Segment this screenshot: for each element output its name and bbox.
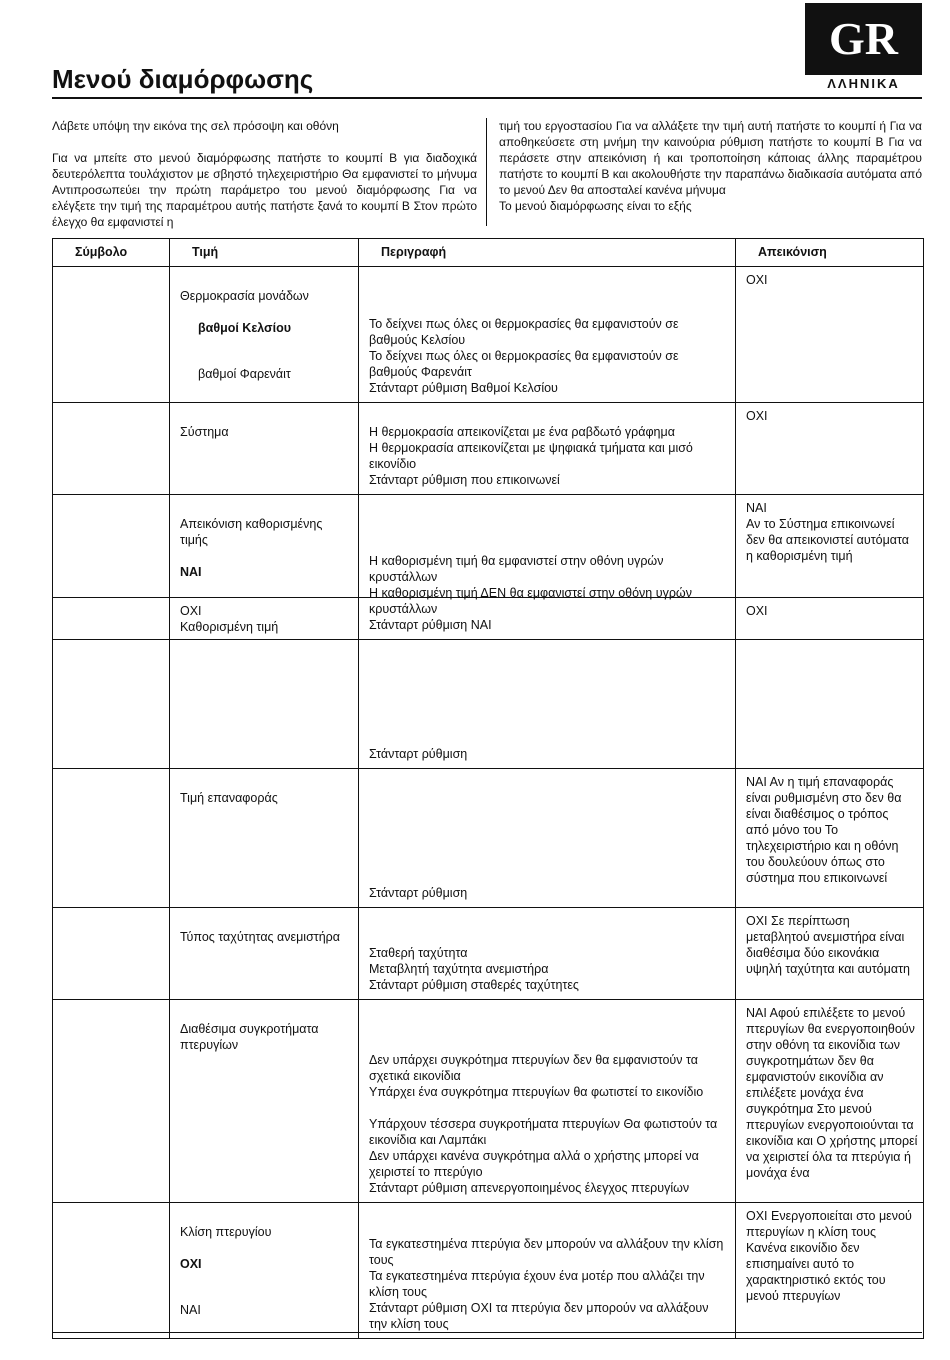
value-label: Διαθέσιμα συγκροτήματα πτερυγίων xyxy=(180,1022,319,1052)
header-description: Περιγραφή xyxy=(359,239,736,267)
description-cell: Σταθερή ταχύτητα Μεταβλητή ταχύτητα ανεμιστήρα Στάνταρτ ρύθμιση σταθερές ταχύτητες xyxy=(359,908,736,1000)
intro-right-column: τιμή του εργοστασίου Για να αλλάξετε την τιμή αυτή πατήστε το κουμπί ή Για να αποθηκεύσετε στη μνήμη την καινούρια ρύθμιση πατήστε το κουμπί Β Για να περάσετε στην απεικόνιση ή και τροποποίηση κάποιας άλλης παραμέτρου πατήστε το κουμπί Β και ακολουθήστε την παραπάνω διαδικασία αυτόματα από το μενού Δεν θα αποσταλεί κανένα μήνυμα Το μενού διαμόρφωσης είναι το εξής xyxy=(499,119,922,213)
table-header-row xyxy=(53,239,924,267)
header-value: Τιμή xyxy=(170,239,359,267)
symbol-cell xyxy=(53,908,170,1000)
value-label: Τιμή επαναφοράς xyxy=(180,791,278,805)
table-row xyxy=(53,403,924,495)
value-cell xyxy=(170,267,359,403)
value-cell xyxy=(170,769,359,908)
value-option: ΟΧΙ xyxy=(180,604,202,618)
table-row xyxy=(53,1000,924,1203)
value-label: Καθορισμένη τιμή xyxy=(180,620,279,634)
display-cell: ΝΑΙ Αν η τιμή επαναφοράς είναι ρυθμισμένη στο δεν θα είναι διαθέσιμος ο τρόπος από μόνο του Το τηλεχειριστήριο και η οθόνη του δουλεύουν όπως στο σύστημα που επικοινωνεί xyxy=(736,769,924,908)
language-label: ΛΛΗΝΙΚΑ xyxy=(827,76,900,91)
value-label: Κλίση πτερυγίου xyxy=(180,1225,272,1239)
value-cell xyxy=(170,908,359,1000)
column-divider xyxy=(486,118,487,226)
symbol-cell xyxy=(53,598,170,769)
language-badge: GR xyxy=(805,3,922,75)
config-table-1 xyxy=(52,238,924,640)
title-rule xyxy=(52,97,922,99)
table-row xyxy=(53,598,924,769)
table-row xyxy=(53,267,924,403)
display-cell: ΟΧΙ Σε περίπτωση μεταβλητού ανεμιστήρα είναι διαθέσιμα δύο εικονάκια υψηλή ταχύτητα και αυτόματη xyxy=(736,908,924,1000)
symbol-cell xyxy=(53,1203,170,1339)
description-cell: Η καθορισμένη τιμή θα εμφανιστεί στην οθόνη υγρών κρυστάλλων Η καθορισμένη τιμή ΔΕΝ θα εμφανιστεί στην οθόνη υγρών κρυστάλλων Στάνταρτ ρύθμιση ΝΑΙ xyxy=(359,495,736,640)
footer-rule xyxy=(52,1332,922,1333)
value-cell xyxy=(170,1203,359,1339)
description-cell: Στάνταρτ ρύθμιση xyxy=(359,598,736,769)
value-label: Απεικόνιση καθορισμένης τιμής xyxy=(180,517,323,547)
display-cell: ΟΧΙ xyxy=(736,403,924,495)
page-title: Μενού διαμόρφωσης xyxy=(52,64,314,94)
symbol-cell xyxy=(53,267,170,403)
value-cell xyxy=(170,403,359,495)
value-option: ΝΑΙ xyxy=(180,1303,201,1317)
table-row xyxy=(53,908,924,1000)
value-option: ΟΧΙ xyxy=(180,1257,202,1271)
value-cell xyxy=(170,598,359,769)
value-label: Σύστημα xyxy=(180,425,229,439)
description-cell: Στάνταρτ ρύθμιση xyxy=(359,769,736,908)
symbol-cell xyxy=(53,403,170,495)
intro-left-column: Λάβετε υπόψη την εικόνα της σελ πρόσοψη και οθόνη Για να μπείτε στο μενού διαμόρφωσης πατήστε το κουμπί Β για διαδοχικά δευτερόλεπτα τουλάχιστον με σβηστό τηλεχειριστήριο Θα εμφανιστεί το μήνυμα Αντιπροσωπεύει την πρώτη παράμετρο του μενού διαμόρφωσης Για να ελέγξετε την τιμή της παραμέτρου αυτής πατήστε ξανά το κουμπί Β Στον πρώτο έλεγχο θα εμφανιστεί η xyxy=(52,119,477,229)
symbol-cell xyxy=(53,1000,170,1203)
header-display: Απεικόνιση xyxy=(736,239,924,267)
table-row xyxy=(53,1203,924,1339)
description-cell: Τα εγκατεστημένα πτερύγια δεν μπορούν να αλλάξουν την κλίση τους Τα εγκατεστημένα πτερύγια έχουν ένα μοτέρ που αλλάζει την κλίση τους Στάνταρτ ρύθμιση ΟΧΙ τα πτερύγια δεν μπορούν να αλλάξουν την κλίση τους xyxy=(359,1203,736,1339)
description-cell: Το δείχνει πως όλες οι θερμοκρασίες θα εμφανιστούν σε βαθμούς Κελσίου Το δείχνει πως όλες οι θερμοκρασίες θα εμφανιστούν σε βαθμούς Φαρενάιτ Στάνταρτ ρύθμιση Βαθμοί Κελσίου xyxy=(359,267,736,403)
display-cell: ΟΧΙ Ενεργοποιείται στο μενού πτερυγίων η κλίση τους Κανένα εικονίδιο δεν επισημαίνει αυτό το χαρακτηριστικό εκτός του μενού πτερυγίων xyxy=(736,1203,924,1339)
description-cell: Δεν υπάρχει συγκρότημα πτερυγίων δεν θα εμφανιστούν τα σχετικά εικονίδια Υπάρχει ένα συγκρότημα πτερυγίων θα φωτιστεί το εικονίδιο Υπάρχουν τέσσερα συγκροτήματα πτερυγίων Θα φωτιστούν τα εικονίδια και Λαμπάκι Δεν υπάρχει κανένα συγκρότημα αλλά ο χρήστης μπορεί να χειριστεί το πτερύγιο Στάνταρτ ρύθμιση απενεργοποιημένος έλεγχος πτερυγίων xyxy=(359,1000,736,1203)
symbol-cell xyxy=(53,769,170,908)
display-cell: ΟΧΙ xyxy=(736,598,924,769)
value-label: Τύπος ταχύτητας ανεμιστήρα xyxy=(180,930,341,944)
value-option: βαθμοί Κελσίου xyxy=(198,321,291,335)
config-table-2 xyxy=(52,597,924,1339)
display-cell: ΝΑΙ Αν το Σύστημα επικοινωνεί δεν θα απεικονιστεί αυτόματα η καθορισμένη τιμή xyxy=(736,495,924,640)
value-cell xyxy=(170,1000,359,1203)
value-option: ΝΑΙ xyxy=(180,565,202,579)
value-option: βαθμοί Φαρενάιτ xyxy=(198,367,291,381)
description-cell: Η θερμοκρασία απεικονίζεται με ένα ραβδωτό γράφημα Η θερμοκρασία απεικονίζεται με ψηφιακά τμήματα και μισό εικονίδιο Στάνταρτ ρύθμιση που επικοινωνεί xyxy=(359,403,736,495)
table-row xyxy=(53,769,924,908)
display-cell: ΟΧΙ xyxy=(736,267,924,403)
value-label: Θερμοκρασία μονάδων xyxy=(180,289,309,303)
display-cell: ΝΑΙ Αφού επιλέξετε το μενού πτερυγίων θα ενεργοποιηθούν στην οθόνη τα εικονίδια των συγκροτημάτων δεν θα εμφανιστούν εικονίδια αν επιλέξετε μονάχα ένα συγκρότημα Στο μενού πτερυγίων ενεργοποιούνται τα εικονίδια και Ο χρήστης μπορεί να χειριστεί όλα τα πτερύγια ή μονάχα ένα xyxy=(736,1000,924,1203)
header-symbol: Σύμβολο xyxy=(53,239,170,267)
